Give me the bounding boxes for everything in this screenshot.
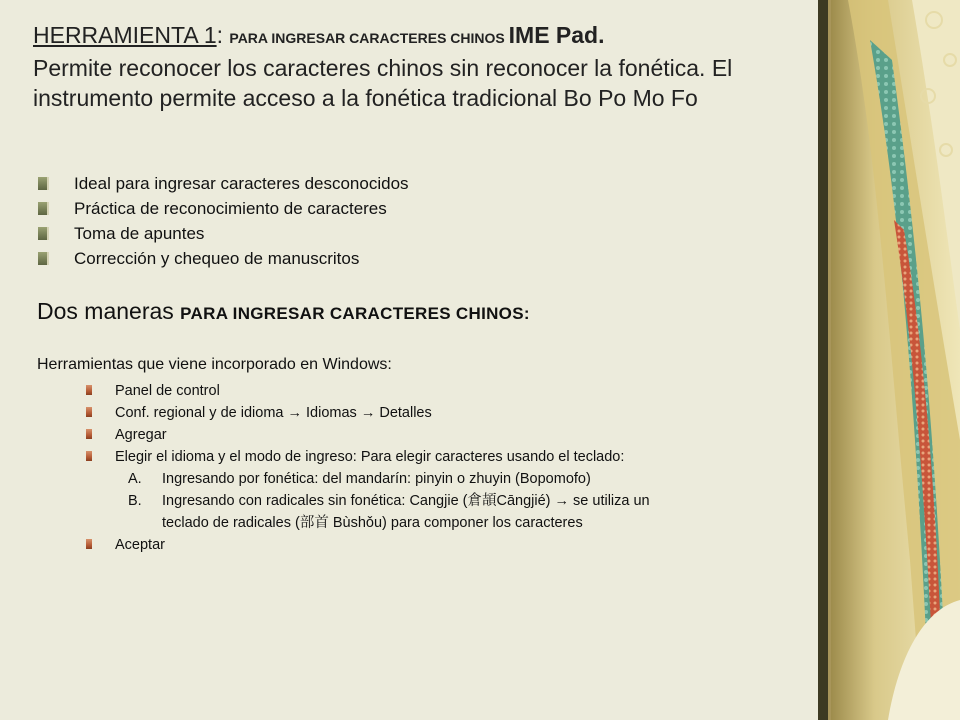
- step-text: Elegir el idioma y el modo de ingreso: Para elegir caracteres usando el teclado:: [115, 449, 625, 465]
- step-item: [86, 446, 806, 534]
- slide-title: [33, 20, 813, 113]
- substep-marker: B.: [128, 493, 142, 509]
- bullet-icon: [38, 177, 49, 190]
- bullet-icon: [86, 385, 92, 395]
- bullet-icon: [86, 451, 92, 461]
- step-text: Panel de control: [115, 383, 220, 399]
- bullet-icon: [86, 429, 92, 439]
- feature-list: [38, 171, 409, 271]
- list-item-text: Corrección y chequeo de manuscritos: [74, 249, 360, 268]
- bullet-icon: [38, 202, 49, 215]
- list-item: [38, 171, 409, 196]
- title-small-caps: PARA INGRESAR CARACTERES CHINOS: [229, 30, 509, 46]
- bullet-icon: [38, 252, 49, 265]
- step-item: [86, 534, 806, 556]
- step-item: [86, 424, 806, 446]
- step-item: [86, 402, 806, 424]
- step-text: Agregar: [115, 427, 167, 443]
- title-colon: :: [216, 22, 230, 48]
- step-text: Conf. regional y de idioma → Idiomas → Detalles: [115, 405, 432, 421]
- title-ime: IME Pad.: [508, 22, 605, 48]
- substep-text: Ingresando con radicales sin fonética: Cangjie (倉頡Cāngjié) → se utiliza un: [162, 493, 650, 509]
- steps-list: [86, 380, 806, 556]
- section-heading: [37, 298, 530, 325]
- title-description: Permite reconocer los caracteres chinos sin reconocer la fonética. El instrumento permite acceso a la fonética tradicional Bo Po Mo Fo: [33, 55, 733, 111]
- substep-marker: A.: [128, 471, 142, 487]
- substep-a: [115, 468, 806, 490]
- intro-text: Herramientas que viene incorporado en Windows:: [37, 356, 392, 373]
- substep-b-continuation: teclado de radicales (部首 Bùshǒu) para componer los caracteres: [162, 515, 583, 531]
- section-caps: PARA INGRESAR CARACTERES CHINOS:: [180, 304, 530, 323]
- step-item: [86, 380, 806, 402]
- substep-b: [115, 490, 806, 512]
- list-item: [38, 246, 409, 271]
- substep-text: Ingresando por fonética: del mandarín: pinyin o zhuyin (Bopomofo): [162, 471, 591, 487]
- bullet-icon: [38, 227, 49, 240]
- list-item-text: Ideal para ingresar caracteres desconocidos: [74, 174, 409, 193]
- bullet-icon: [86, 539, 92, 549]
- bullet-icon: [86, 407, 92, 417]
- list-item-text: Toma de apuntes: [74, 224, 205, 243]
- list-item-text: Práctica de reconocimiento de caracteres: [74, 199, 387, 218]
- list-item: [38, 221, 409, 246]
- list-item: [38, 196, 409, 221]
- section-lead: Dos maneras: [37, 298, 181, 324]
- tool-label: HERRAMIENTA 1: [33, 22, 217, 48]
- step-text: Aceptar: [115, 537, 165, 553]
- decorative-border: [818, 0, 960, 720]
